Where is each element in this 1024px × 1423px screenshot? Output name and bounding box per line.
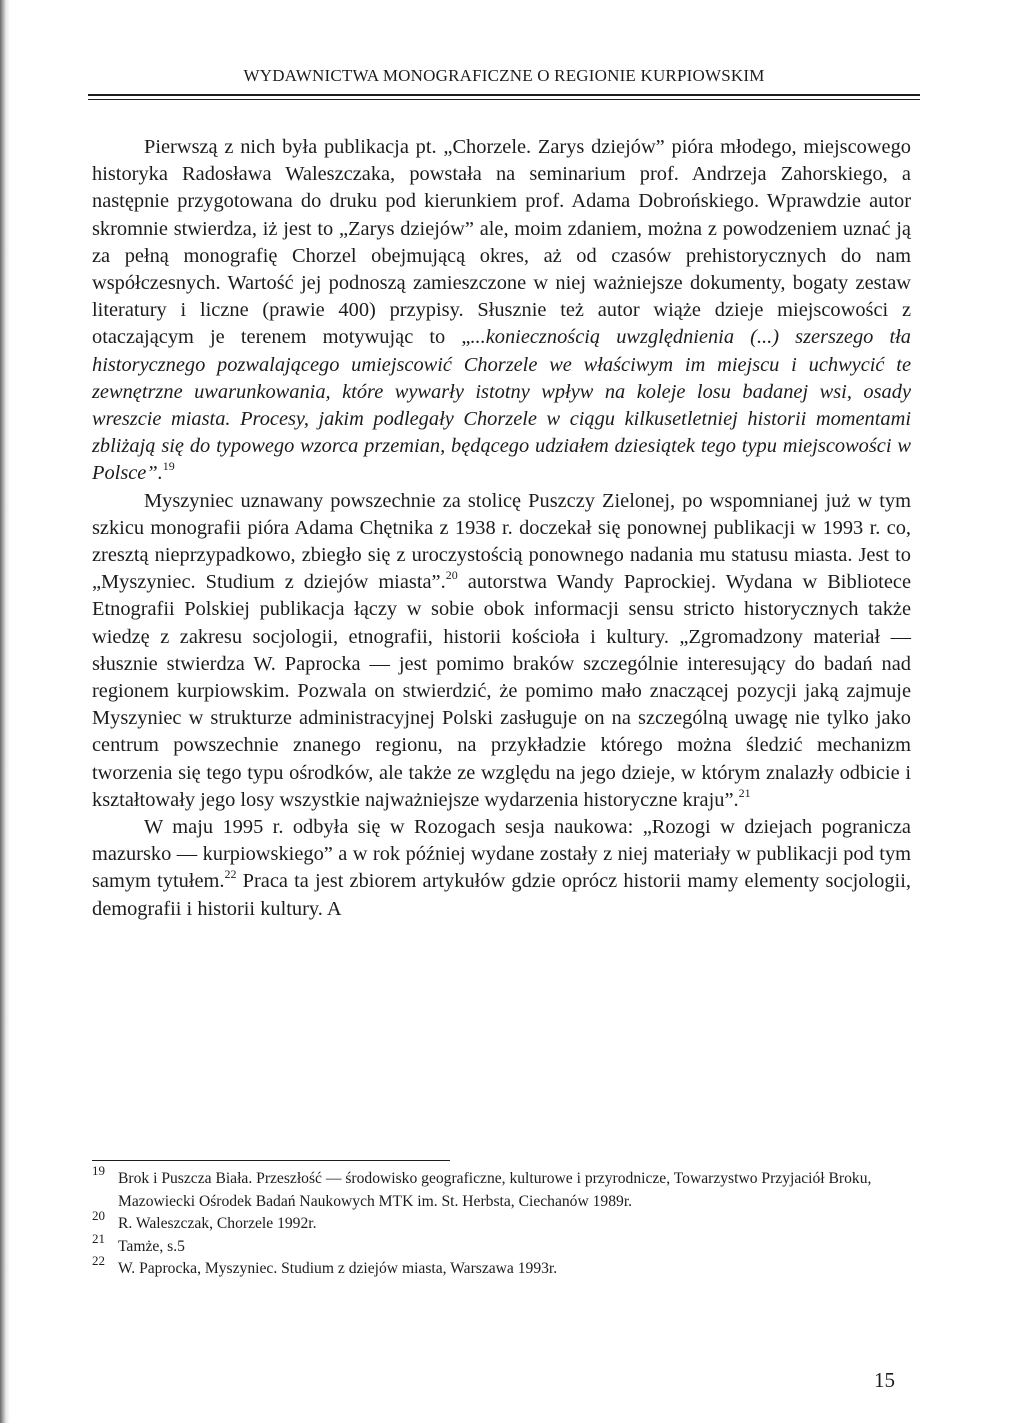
footnote-number: 22 (92, 1253, 105, 1268)
footnote-ref: 21 (738, 785, 751, 800)
footnote-19 (92, 1163, 911, 1213)
running-header: WYDAWNICTWA MONOGRAFICZNE O REGIONIE KURPIOWSKIM (243, 66, 765, 85)
paragraph-text: autorstwa Wandy Paprockiej. Wydana w Bibliotece Etnografii Polskiej publikacja łączy w sobie obok informacji sensu stricto historycznych także wiedzę z zakresu socjologii, etnografii, historii kościoła i kultury. „Zgromadzony materiał — słusznie stwierdza W. Paprocka — jest pomimo braków szczególnie interesujący do badań nad regionem kurpiowskim. Pozwala on stwierdzić, że pomimo mało znaczącej pozycji jaką zajmuje Myszyniec w strukturze administracyjnej Polski zasługuje on na szczególną uwagę nie tylko jako centrum powszechnie znanego regionu, na przykładzie którego można śledzić mechanizm tworzenia się tego typu ośrodków, ale także ze względu na jego dzieje, w którym znalazły odbicie i kształtowały jego losy wszystkie najważniejsze wydarzenia historyczne kraju”. (92, 571, 911, 811)
footnote-number: 19 (92, 1163, 105, 1178)
footnote-text: Tamże, s.5 (118, 1237, 185, 1255)
footnote-22 (92, 1253, 911, 1281)
paragraph-text: Praca ta jest zbiorem artykułów gdzie oprócz historii mamy elementy socjologii, demografii i historii kultury. A (92, 870, 911, 920)
footnote-separator (92, 1160, 450, 1161)
footnote-21 (92, 1230, 911, 1259)
footnote-number: 21 (92, 1230, 105, 1246)
paragraph-text: W maju 1995 r. odbyła się w Rozogach sesja naukowa: „Rozogi w dziejach pogranicza mazursko — kurpiowskiego” a w rok później wydane zostały z niej materiały w publikacji pod tym samym tytułem. (92, 816, 911, 893)
footnote-text: W. Paprocka, Myszyniec. Studium z dziejów miasta, Warszawa 1993r. (118, 1260, 558, 1277)
footnote-ref: 22 (224, 867, 237, 882)
footnote-ref: 20 (445, 568, 458, 583)
footnote-text: R. Waleszczak, Chorzele 1992r. (118, 1215, 317, 1232)
footnote-20 (92, 1208, 911, 1236)
footnote-number: 20 (92, 1208, 105, 1223)
header-rule-thick (88, 94, 920, 96)
page-number: 15 (874, 1368, 895, 1392)
header-rule-thin (88, 99, 920, 100)
footnote-ref: 19 (162, 459, 175, 474)
paragraph-chorzele (92, 134, 911, 488)
footnote-text: Brok i Puszcza Biała. Przeszłość — środowisko geograficzne, kulturowe i przyrodnicze, Towarzystwo Przyjaciół Broku, Mazowiecki Ośrodek Badań Naukowych MTK im. St. Herbsta, Ciechanów 1989r. (118, 1170, 872, 1210)
paragraph-text: Myszyniec uznawany powszechnie za stolicę Puszczy Zielonej, po wspomnianej już w tym szkicu monografii pióra Adama Chętnika z 1938 r. doczekał się ponownej publikacji w 1993 r. co, zresztą nieprzypadkowo, zbiegło się z uroczystością ponownego nadania mu statusu miasta. Jest to „Myszyniec. Studium z dziejów miasta”. (92, 489, 911, 594)
footnotes (92, 1163, 911, 1281)
scan-edge-shadow (0, 0, 10, 1423)
paragraph-rozogi (92, 814, 911, 923)
paragraph-text: Pierwszą z nich była publikacja pt. „Chorzele. Zarys dziejów” pióra młodego, miejscowego historyka Radosława Waleszczaka, powstała na seminarium prof. Andrzeja Zahorskiego, a następnie przygotowana do druku pod kierunkiem prof. Adama Dobrońskiego. Wprawdzie autor skromnie stwierdza, iż jest to „Zarys dziejów” ale, moim zdaniem, można z powodzeniem uznać ją za pełną monografię Chorzel obejmującą okres, aż od czasów prehistorycznych do nam współczesnych. Wartość jej podnoszą zamieszczone w niej ważniejsze dokumenty, bogaty zestaw literatury i liczne (prawie 400) przypisy. Słusznie też autor wiąże dzieje miejscowości z otaczającym je terenem motywując to „ (92, 136, 911, 349)
body-text (92, 134, 911, 923)
paragraph-myszyniec (92, 488, 911, 814)
quotation-italic: ...koniecznością uwzględnienia (...) szerszego tła historycznego pozwalającego umiejscowić Chorzele we właściwym im miejscu i uchwycić te zewnętrzne uwarunkowania, które wywarły istotny wpływ na koleje losu badanej wsi, osady wreszcie miasta. Procesy, jakim podlegały Chorzele w ciągu kilkusetletniej historii momentami zbliżają się do typowego wzorca przemian, będącego udziałem dziesiątek tego typu miejscowości w Polsce”. (92, 326, 912, 485)
